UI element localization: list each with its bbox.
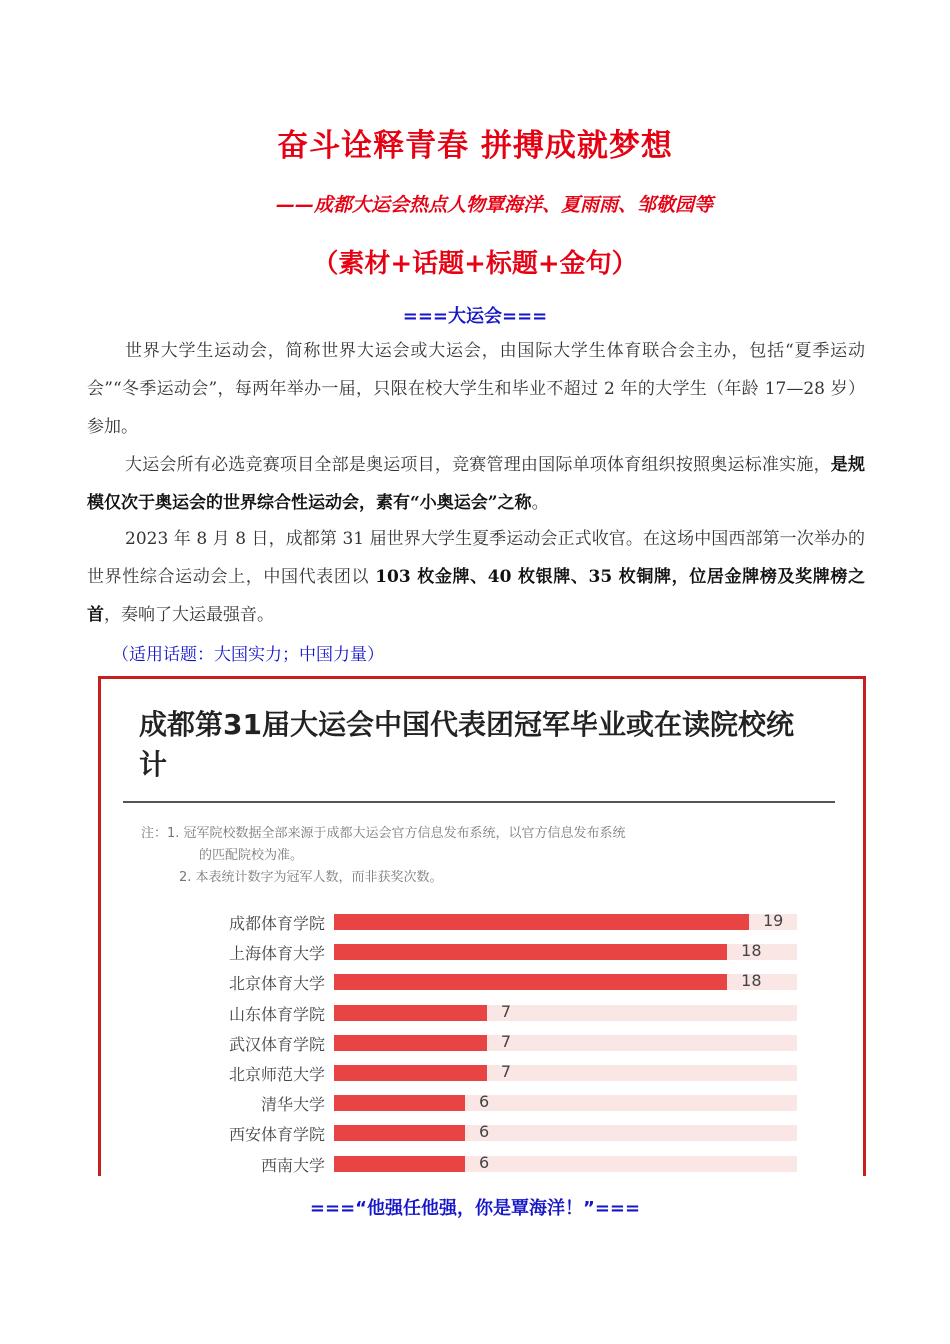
section-heading-universiade: ===大运会===: [402, 306, 548, 327]
bar-value-label: 18: [741, 941, 762, 961]
bar: [334, 1005, 487, 1021]
bar-row: [101, 1063, 861, 1083]
para-text: 大运会所有必选竞赛项目全部是奥运项目，竞赛管理由国际单项体育组织按照奥运标准实施，: [125, 455, 831, 475]
para-text: ，奏响了大运最强音。: [104, 605, 274, 625]
bar: [334, 1065, 487, 1081]
bar-label: 武汉体育学院: [228, 1034, 325, 1054]
applicable-topics: （适用话题：大国实力；中国力量）: [112, 645, 384, 665]
para-bold: 是规模仅次于奥运会的世界综合性运动会，素有“小奥运会”之称: [87, 455, 866, 513]
bar-row: [101, 972, 861, 992]
bar-label: 清华大学: [260, 1095, 325, 1115]
section-heading-qin-haiyang: ===“他强任他强，你是覃海洋！”===: [309, 1198, 641, 1219]
bar: [334, 1125, 465, 1141]
bar-label: 上海体育大学: [228, 944, 325, 964]
bar-row: [101, 912, 861, 932]
tagline: （素材+话题+标题+金句）: [312, 249, 638, 279]
bar-row: [101, 1154, 861, 1174]
bar-label: 北京师范大学: [228, 1065, 325, 1084]
bar: [334, 1095, 465, 1111]
para-text: 2023 年 8 月 8 日，成都第 31 届世界大学生夏季运动会正式收官。在这场中国西部第一次举办的世界性综合运动会上，中国代表团以: [87, 529, 865, 587]
chart-image: [98, 676, 866, 1176]
bar-label: 山东体育学院: [228, 1004, 325, 1024]
paragraph-results: [87, 520, 865, 634]
chart-title: 成都第31届大运会中国代表团冠军毕业或在读院校统计: [139, 708, 794, 781]
bar-value-label: 6: [479, 1152, 490, 1172]
bar-row: [101, 1033, 861, 1053]
bar-label: 成都体育学院: [228, 914, 325, 933]
chart-divider: [123, 801, 835, 803]
bar: [334, 944, 727, 960]
paragraph-events: [87, 446, 865, 522]
bar-label: 北京体育大学: [228, 974, 325, 994]
para-text: 。: [531, 493, 549, 513]
bar-value-label: 6: [479, 1122, 490, 1142]
bar-label: 西南大学: [260, 1155, 325, 1175]
bar-value-label: 18: [741, 971, 762, 991]
bar-row: [101, 1123, 861, 1143]
bar-value-label: 7: [500, 1031, 512, 1051]
para-bold: 103 枚金牌、40 枚银牌、35 枚铜牌，位居金牌榜及奖牌榜之首: [87, 567, 865, 625]
chart-note-1: 注：1. 冠军院校数据全部来源于成都大运会官方信息发布系统，以官方信息发布系统: [141, 826, 626, 841]
paragraph-intro: 世界大学生运动会，简称世界大运会或大运会，由国际大学生体育联合会主办，包括“夏季运动会”“冬季运动会”，每两年举办一届，只限在校大学生和毕业不超过 2 年的大学生（年龄 17—28 岁）参加。: [87, 341, 865, 437]
bar: [334, 1156, 465, 1172]
bar-value-label: 7: [500, 1001, 512, 1021]
page-subtitle: ——成都大运会热点人物覃海洋、夏雨雨、邹敬园等: [276, 194, 714, 216]
bar: [334, 1035, 487, 1051]
bar: [334, 974, 727, 990]
bar: [334, 914, 749, 930]
bar-label: 西安体育学院: [228, 1125, 325, 1145]
bar-value-label: 19: [763, 911, 784, 930]
bar-row: [101, 1093, 861, 1113]
chart-note-2: 2. 本表统计数字为冠军人数，而非获奖次数。: [179, 870, 443, 885]
bar-row: [101, 942, 861, 962]
bar-row: [101, 1003, 861, 1023]
chart-note-1-cont: 的匹配院校为准。: [199, 848, 304, 863]
bar-value-label: 7: [500, 1062, 512, 1081]
bar-value-label: 6: [479, 1092, 490, 1112]
page-title: 奋斗诠释青春 拼搏成就梦想: [277, 128, 673, 164]
